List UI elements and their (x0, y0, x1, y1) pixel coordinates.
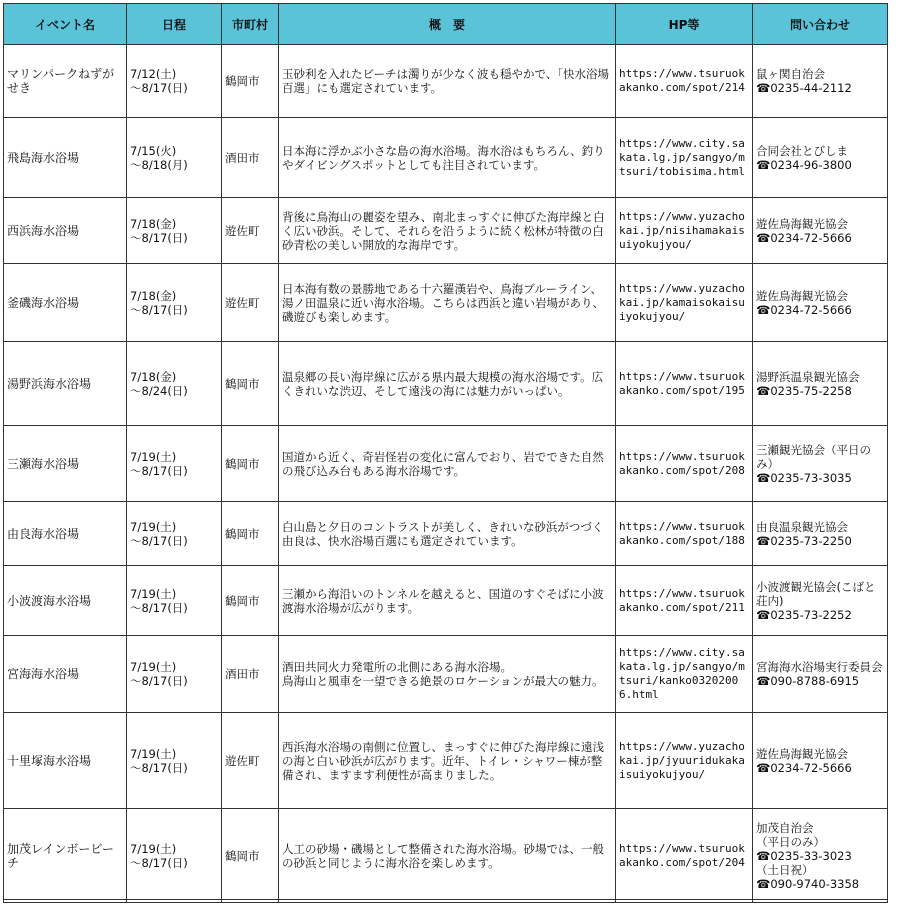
summary-cell: 酒田共同火力発電所の北側にある海水浴場。 鳥海山と風車を一望できる絶景のロケーションが最大の魅力。 (279, 636, 616, 713)
contact-cell: 合同会社とびしま ☎0234-96-3800 (753, 118, 888, 198)
date-cell: 7/19(土) ～8/17(日) (127, 566, 222, 636)
event-name-cell: マリンパークねずがせき (4, 45, 127, 118)
contact-cell: 遊佐鳥海観光協会 ☎0234-72-5666 (753, 264, 888, 342)
event-name-cell: 湯野浜海水浴場 (4, 342, 127, 426)
event-name-cell: 宮海海水浴場 (4, 636, 127, 713)
table-row (4, 636, 888, 713)
summary-cell: 日本海に浮かぶ小さな島の海水浴場。海水浴はもちろん、釣りやダイビングスポットとしても注目されています。 (279, 118, 616, 198)
date-cell: 7/15(火) ～8/18(月) (127, 118, 222, 198)
city-cell: 鶴岡市 (222, 502, 279, 566)
city-cell: 遊佐町 (222, 198, 279, 264)
hp-link[interactable]: https://www.yuzachokai.jp/nisihamakaisuiyokujyou/ (616, 198, 753, 264)
event-name-cell: 十里塚海水浴場 (4, 713, 127, 809)
hp-link[interactable]: https://www.city.sakata.lg.jp/sangyo/mtsuri/kanko03202006.html (616, 636, 753, 713)
header-event-name: イベント名 (4, 4, 127, 45)
hp-link[interactable]: https://www.tsuruokakanko.com/spot/208 (616, 426, 753, 502)
table-row (4, 809, 888, 903)
hp-link[interactable]: https://www.yuzachokai.jp/jyuuridukakaisuiyokujyou/ (616, 713, 753, 809)
contact-cell: 遊佐鳥海観光協会 ☎0234-72-5666 (753, 713, 888, 809)
city-cell: 鶴岡市 (222, 342, 279, 426)
header-row (4, 4, 888, 45)
table-row (4, 342, 888, 426)
date-cell: 7/18(金) ～8/24(日) (127, 342, 222, 426)
date-cell: 7/18(金) ～8/17(日) (127, 264, 222, 342)
table-row (4, 264, 888, 342)
city-cell: 酒田市 (222, 118, 279, 198)
hp-link[interactable]: https://www.tsuruokakanko.com/spot/211 (616, 566, 753, 636)
event-table (3, 3, 888, 903)
date-cell: 7/12(土) ～8/17(日) (127, 45, 222, 118)
hp-link[interactable]: https://www.tsuruokakanko.com/spot/214 (616, 45, 753, 118)
hp-link[interactable]: https://www.city.sakata.lg.jp/sangyo/mtsuri/tobisima.html (616, 118, 753, 198)
summary-cell: 人工の砂場・磯場として整備された海水浴場。砂場では、一般の砂浜と同じように海水浴を楽しめます。 (279, 809, 616, 903)
hp-link[interactable]: https://www.tsuruokakanko.com/spot/188 (616, 502, 753, 566)
summary-cell: 玉砂利を入れたビーチは濁りが少なく波も穏やかで、「快水浴場百選」にも選定されています。 (279, 45, 616, 118)
city-cell: 鶴岡市 (222, 45, 279, 118)
event-name-cell: 釜磯海水浴場 (4, 264, 127, 342)
table-row (4, 566, 888, 636)
city-cell: 遊佐町 (222, 713, 279, 809)
table-row (4, 502, 888, 566)
date-cell: 7/19(土) ～8/17(日) (127, 636, 222, 713)
contact-cell: 小波渡観光協会(こばと荘内) ☎0235-73-2252 (753, 566, 888, 636)
city-cell: 鶴岡市 (222, 426, 279, 502)
contact-cell: 湯野浜温泉観光協会 ☎0235-75-2258 (753, 342, 888, 426)
summary-cell: 白山島と夕日のコントラストが美しく、きれいな砂浜がつづく由良は、快水浴場百選にも選定されています。 (279, 502, 616, 566)
summary-cell: 三瀬から海沿いのトンネルを越えると、国道のすぐそばに小波渡海水浴場が広がります。 (279, 566, 616, 636)
date-cell: 7/19(土) ～8/17(日) (127, 426, 222, 502)
header-hp: HP等 (616, 4, 753, 45)
hp-link[interactable]: https://www.yuzachokai.jp/kamaisokaisuiyokujyou/ (616, 264, 753, 342)
table-row (4, 426, 888, 502)
city-cell: 鶴岡市 (222, 566, 279, 636)
summary-cell: 温泉郷の長い海岸線に広がる県内最大規模の海水浴場です。広くきれいな渋辺、そして遠浅の海には魅力がいっぱい。 (279, 342, 616, 426)
event-name-cell: 小波渡海水浴場 (4, 566, 127, 636)
contact-cell: 加茂自治会 （平日のみ） ☎0235-33-3023 （土日祝） ☎090-9740-3358 (753, 809, 888, 903)
bottom-border (3, 899, 887, 900)
header-date: 日程 (127, 4, 222, 45)
table-row (4, 198, 888, 264)
date-cell: 7/19(土) ～8/17(日) (127, 502, 222, 566)
event-name-cell: 加茂レインボービーチ (4, 809, 127, 903)
date-cell: 7/18(金) ～8/17(日) (127, 198, 222, 264)
event-name-cell: 西浜海水浴場 (4, 198, 127, 264)
hp-link[interactable]: https://www.tsuruokakanko.com/spot/204 (616, 809, 753, 903)
contact-cell: 遊佐鳥海観光協会 ☎0234-72-5666 (753, 198, 888, 264)
contact-cell: 三瀬観光協会（平日のみ） ☎0235-73-3035 (753, 426, 888, 502)
date-cell: 7/19(土) ～8/17(日) (127, 713, 222, 809)
contact-cell: 鼠ヶ関自治会 ☎0235-44-2112 (753, 45, 888, 118)
city-cell: 鶴岡市 (222, 809, 279, 903)
summary-cell: 背後に鳥海山の麗姿を望み、南北まっすぐに伸びた海岸線と白く広い砂浜。そして、それらを沿うように続く松林が特徴の白砂青松の美しい開放的な海岸です。 (279, 198, 616, 264)
summary-cell: 西浜海水浴場の南側に位置し、まっすぐに伸びた海岸線に遠浅の海と白い砂浜が広がります。近年、トイレ・シャワー棟が整備され、ますます利便性が高まりました。 (279, 713, 616, 809)
city-cell: 遊佐町 (222, 264, 279, 342)
city-cell: 酒田市 (222, 636, 279, 713)
header-contact: 問い合わせ (753, 4, 888, 45)
contact-cell: 由良温泉観光協会 ☎0235-73-2250 (753, 502, 888, 566)
table-row (4, 713, 888, 809)
summary-cell: 国道から近く、奇岩怪岩の変化に富んでおり、岩でできた自然の飛び込み台もある海水浴場です。 (279, 426, 616, 502)
event-name-cell: 由良海水浴場 (4, 502, 127, 566)
header-city: 市町村 (222, 4, 279, 45)
event-name-cell: 三瀬海水浴場 (4, 426, 127, 502)
table-row (4, 45, 888, 118)
header-summary: 概 要 (279, 4, 616, 45)
event-name-cell: 飛島海水浴場 (4, 118, 127, 198)
date-cell: 7/19(土) ～8/17(日) (127, 809, 222, 903)
contact-cell: 宮海海水浴場実行委員会 ☎090-8788-6915 (753, 636, 888, 713)
hp-link[interactable]: https://www.tsuruokakanko.com/spot/195 (616, 342, 753, 426)
summary-cell: 日本海有数の景勝地である十六羅漢岩や、鳥海ブルーライン、湯ノ田温泉に近い海水浴場。こちらは西浜と違い岩場があり、磯遊びも楽しめます。 (279, 264, 616, 342)
table-row (4, 118, 888, 198)
